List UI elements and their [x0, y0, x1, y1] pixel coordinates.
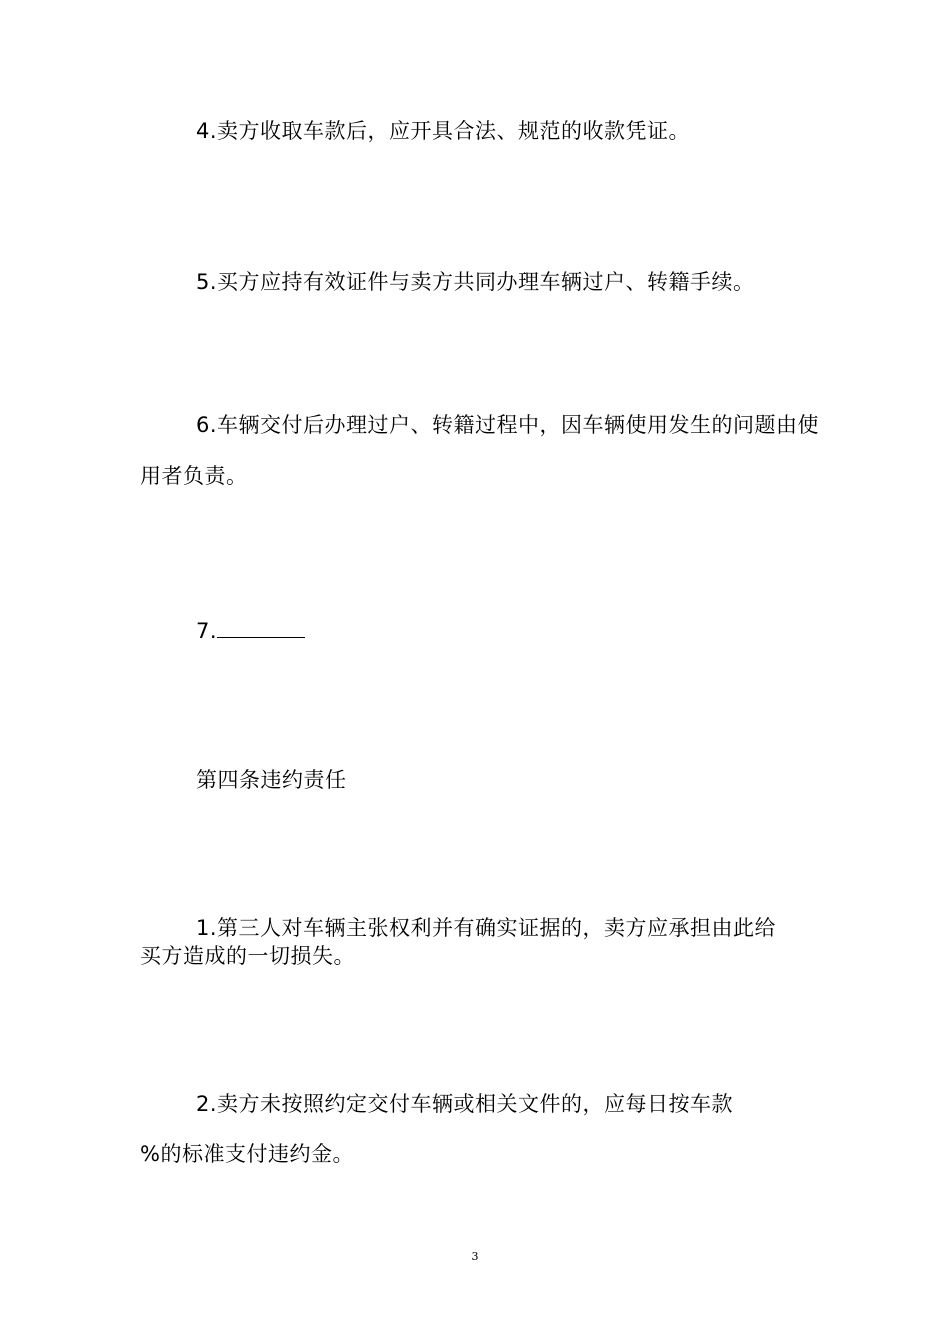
clause-item-7	[196, 617, 305, 645]
clause-item-4: 4.卖方收取车款后，应开具合法、规范的收款凭证。	[196, 119, 691, 143]
clause-item-6-line-1: 6.车辆交付后办理过户、转籍过程中，因车辆使用发生的问题由使	[196, 413, 820, 437]
clause-item-5: 5.买方应持有效证件与卖方共同办理车辆过户、转籍手续。	[196, 270, 755, 294]
clause-item-6-line-2: 用者负责。	[140, 464, 248, 488]
section-heading: 第四条违约责任	[196, 768, 347, 792]
page-number: 3	[471, 1250, 479, 1263]
liability-item-1-line-2: 买方造成的一切损失。	[140, 944, 355, 968]
clause-item-7-number: 7.	[196, 619, 218, 643]
liability-item-2-line-1: 2.卖方未按照约定交付车辆或相关文件的，应每日按车款	[196, 1092, 734, 1116]
fill-in-blank	[217, 617, 305, 638]
liability-item-1-line-1: 1.第三人对车辆主张权利并有确实证据的，卖方应承担由此给	[196, 916, 777, 940]
liability-item-2-line-2: %的标准支付违约金。	[140, 1142, 354, 1166]
